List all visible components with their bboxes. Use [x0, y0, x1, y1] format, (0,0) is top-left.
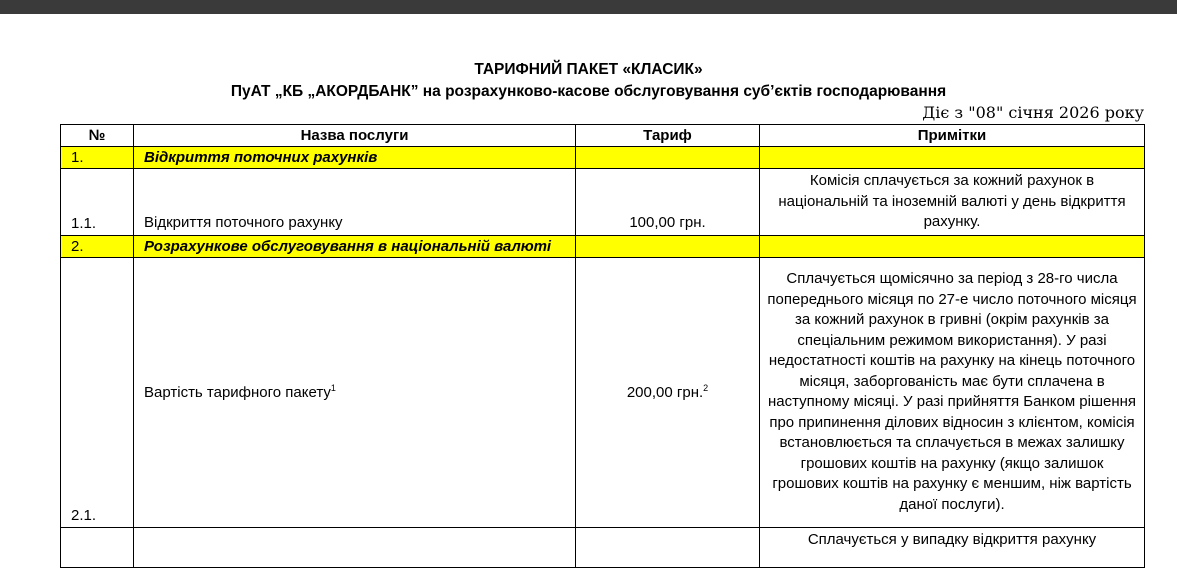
column-header-service: Назва послуги [134, 125, 576, 147]
footnote-marker: 2 [703, 382, 709, 393]
footnote-marker: 1 [330, 382, 336, 393]
tariff-value [576, 169, 760, 236]
row-number: 1.1. [61, 169, 134, 236]
service-name [134, 169, 576, 236]
table-row [61, 169, 1145, 236]
effective-date: Діє з "08" січня 2026 року [922, 103, 1144, 122]
column-header-number: № [61, 125, 134, 147]
tariff-table [60, 124, 1145, 568]
document-page [0, 14, 1177, 548]
window-top-bar [0, 0, 1177, 14]
service-name [134, 257, 576, 527]
tariff-value [576, 257, 760, 527]
page-title: ТАРИФНИЙ ПАКЕТ «КЛАСИК» [474, 61, 703, 78]
section-number: 1. [61, 147, 134, 169]
section-row [61, 235, 1145, 257]
row-number [61, 527, 134, 567]
table-row [61, 257, 1145, 527]
row-notes: Сплачується щомісячно за період з 28-го числа попереднього місяця по 27-е число поточного місяця за кожний рахунок в гривні (окрім рахунків за спеціальним режимом використання). У разі недостатності коштів на рахунку на кінець поточного місяця, заборгованість має бути сплачена в наступному місяці. У разі прийняття Банком рішення про припинення ділових відносин з клієнтом, комісія встановлюється та сплачується в межах залишку грошових коштів на рахунку (якщо залишок грошових коштів на рахунку є меншим, ніж вартість даної послуги). [760, 257, 1145, 527]
section-tariff-cell [576, 147, 760, 169]
tariff-value [576, 527, 760, 567]
row-notes: Комісія сплачується за кожний рахунок в національній та іноземній валюті у день відкриття рахунку. [760, 169, 1145, 236]
table-header-row [61, 125, 1145, 147]
service-name-text: Вартість тарифного пакету [144, 383, 331, 401]
column-header-tariff: Тариф [576, 125, 760, 147]
tariff-value-text: 100,00 грн. [629, 213, 706, 231]
section-title: Відкриття поточних рахунків [134, 147, 576, 169]
page-subtitle: ПуАТ „КБ „АКОРДБАНК” на розрахунково-касове обслуговування суб’єктів господарювання [230, 83, 947, 100]
section-notes-cell [760, 147, 1145, 169]
table-row-partial [61, 527, 1145, 567]
service-name-text: Відкриття поточного рахунку [144, 213, 343, 231]
section-notes-cell [760, 235, 1145, 257]
section-number: 2. [61, 235, 134, 257]
section-tariff-cell [576, 235, 760, 257]
section-row [61, 147, 1145, 169]
column-header-notes: Примітки [760, 125, 1145, 147]
section-title: Розрахункове обслуговування в національній валюті [134, 235, 576, 257]
service-name [134, 527, 576, 567]
row-number: 2.1. [61, 257, 134, 527]
row-notes: Сплачується у випадку відкриття рахунку [760, 527, 1145, 567]
tariff-value-text: 200,00 грн. [626, 383, 704, 401]
